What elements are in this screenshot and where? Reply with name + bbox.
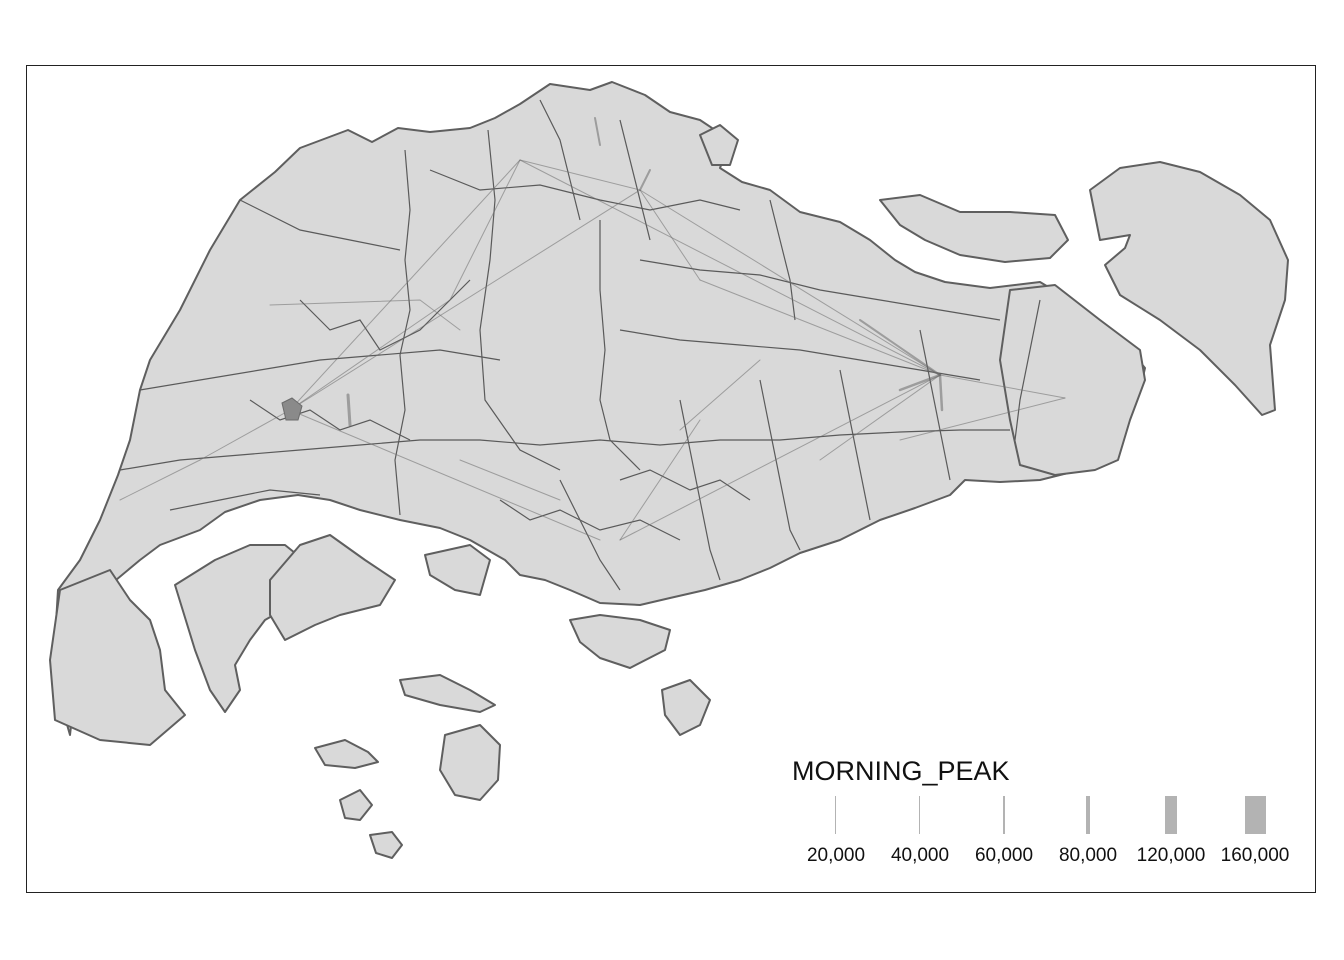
southern-island-e <box>370 832 402 858</box>
legend-label-40000: 40,000 <box>890 845 950 866</box>
legend-bar-40000 <box>919 796 920 834</box>
legend-bar-80000 <box>1086 796 1090 834</box>
western-coast-islet <box>425 545 490 595</box>
changi-reclamation <box>1000 285 1145 475</box>
legend-label-160000: 160,000 <box>1220 845 1290 866</box>
legend-label-20000: 20,000 <box>806 845 866 866</box>
legend-label-60000: 60,000 <box>974 845 1034 866</box>
legend-label-120000: 120,000 <box>1136 845 1206 866</box>
legend-bar-120000 <box>1165 796 1177 834</box>
southern-island-a <box>400 675 495 712</box>
southern-island-d <box>340 790 372 820</box>
legend-bar-160000 <box>1245 796 1266 834</box>
legend-bar-60000 <box>1003 796 1005 834</box>
sentosa-island <box>570 615 670 668</box>
legend-title: MORNING_PEAK <box>792 756 1010 786</box>
legend-label-80000: 80,000 <box>1058 845 1118 866</box>
pulau-ubin <box>880 195 1068 262</box>
southern-island-c <box>315 740 378 768</box>
legend-bar-20000 <box>835 796 836 834</box>
southern-island-b <box>440 725 500 800</box>
tuas-reclamation <box>50 570 185 745</box>
southern-island-f <box>662 680 710 735</box>
